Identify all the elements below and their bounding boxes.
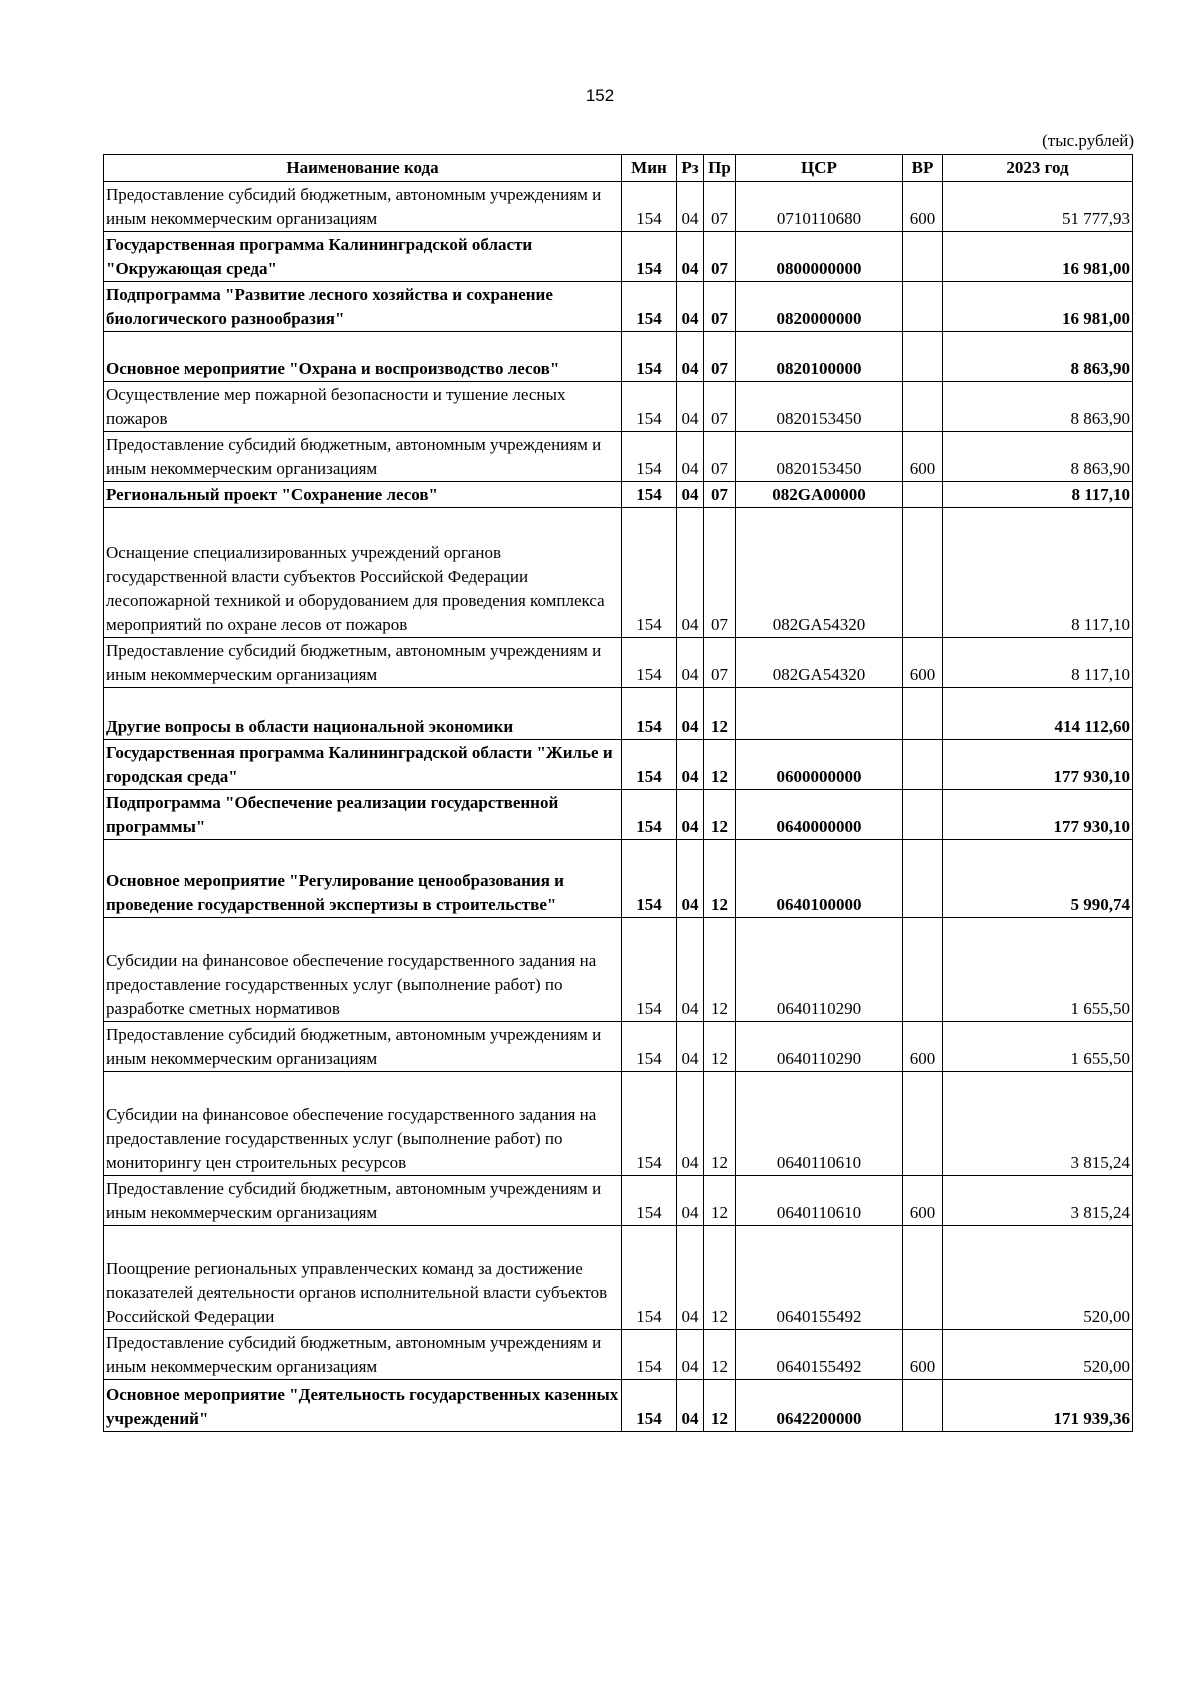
header-amount: 2023 год <box>943 155 1133 182</box>
cell-pr: 07 <box>704 282 736 332</box>
cell-rz: 04 <box>677 482 704 508</box>
cell-vr: 600 <box>903 432 943 482</box>
cell-vr <box>903 1226 943 1330</box>
table-row <box>104 432 1133 482</box>
cell-csr: 0820100000 <box>736 332 903 382</box>
cell-csr: 0642200000 <box>736 1380 903 1432</box>
cell-min: 154 <box>622 638 677 688</box>
table-header-row <box>104 155 1133 182</box>
cell-csr: 0640110610 <box>736 1176 903 1226</box>
cell-csr: 0640155492 <box>736 1330 903 1380</box>
cell-vr <box>903 740 943 790</box>
cell-vr: 600 <box>903 638 943 688</box>
cell-name: Основное мероприятие "Охрана и воспроизводство лесов" <box>104 332 622 382</box>
table-row <box>104 790 1133 840</box>
cell-min: 154 <box>622 1022 677 1072</box>
table-row <box>104 840 1133 918</box>
header-csr: ЦСР <box>736 155 903 182</box>
cell-rz: 04 <box>677 1022 704 1072</box>
table-row <box>104 740 1133 790</box>
cell-name: Региональный проект "Сохранение лесов" <box>104 482 622 508</box>
cell-name: Предоставление субсидий бюджетным, автономным учреждениям и иным некоммерческим организациям <box>104 432 622 482</box>
cell-min: 154 <box>622 1072 677 1176</box>
cell-csr: 082GA54320 <box>736 638 903 688</box>
cell-amount: 177 930,10 <box>943 790 1133 840</box>
cell-csr <box>736 688 903 740</box>
cell-amount: 1 655,50 <box>943 1022 1133 1072</box>
cell-csr: 0800000000 <box>736 232 903 282</box>
cell-vr <box>903 1072 943 1176</box>
cell-min: 154 <box>622 1380 677 1432</box>
cell-amount: 520,00 <box>943 1226 1133 1330</box>
table-row <box>104 482 1133 508</box>
table-row <box>104 382 1133 432</box>
cell-name: Субсидии на финансовое обеспечение государственного задания на предоставление государственных услуг (выполнение работ) по мониторингу цен строительных ресурсов <box>104 1072 622 1176</box>
cell-min: 154 <box>622 508 677 638</box>
cell-name: Подпрограмма "Обеспечение реализации государственной программы" <box>104 790 622 840</box>
cell-rz: 04 <box>677 638 704 688</box>
cell-min: 154 <box>622 840 677 918</box>
cell-rz: 04 <box>677 740 704 790</box>
cell-pr: 07 <box>704 482 736 508</box>
cell-vr <box>903 840 943 918</box>
cell-amount: 520,00 <box>943 1330 1133 1380</box>
cell-min: 154 <box>622 232 677 282</box>
cell-pr: 07 <box>704 232 736 282</box>
cell-min: 154 <box>622 740 677 790</box>
header-vr: ВР <box>903 155 943 182</box>
cell-amount: 414 112,60 <box>943 688 1133 740</box>
cell-amount: 8 863,90 <box>943 382 1133 432</box>
cell-vr <box>903 688 943 740</box>
cell-rz: 04 <box>677 1330 704 1380</box>
cell-amount: 177 930,10 <box>943 740 1133 790</box>
cell-vr <box>903 232 943 282</box>
cell-min: 154 <box>622 1176 677 1226</box>
table-row <box>104 1330 1133 1380</box>
cell-csr: 0640110290 <box>736 918 903 1022</box>
cell-rz: 04 <box>677 182 704 232</box>
cell-rz: 04 <box>677 382 704 432</box>
cell-pr: 12 <box>704 1176 736 1226</box>
cell-name: Предоставление субсидий бюджетным, автономным учреждениям и иным некоммерческим организациям <box>104 1330 622 1380</box>
cell-amount: 8 863,90 <box>943 332 1133 382</box>
cell-min: 154 <box>622 382 677 432</box>
table-row <box>104 508 1133 638</box>
cell-vr: 600 <box>903 1330 943 1380</box>
page-number: 152 <box>585 86 615 105</box>
cell-name: Осуществление мер пожарной безопасности и тушение лесных пожаров <box>104 382 622 432</box>
cell-vr: 600 <box>903 182 943 232</box>
cell-name: Оснащение специализированных учреждений органов государственной власти субъектов Российской Федерации лесопожарной техникой и оборудованием для проведения комплекса мероприятий по охране лесов от пожаров <box>104 508 622 638</box>
cell-min: 154 <box>622 432 677 482</box>
cell-csr: 0640100000 <box>736 840 903 918</box>
table-body <box>104 182 1133 1432</box>
cell-rz: 04 <box>677 282 704 332</box>
cell-csr: 0600000000 <box>736 740 903 790</box>
header-pr: Пр <box>704 155 736 182</box>
table-row <box>104 332 1133 382</box>
cell-amount: 16 981,00 <box>943 232 1133 282</box>
cell-csr: 082GA54320 <box>736 508 903 638</box>
cell-pr: 12 <box>704 1022 736 1072</box>
cell-pr: 07 <box>704 382 736 432</box>
cell-vr <box>903 918 943 1022</box>
cell-rz: 04 <box>677 1380 704 1432</box>
cell-amount: 1 655,50 <box>943 918 1133 1022</box>
cell-min: 154 <box>622 482 677 508</box>
cell-pr: 07 <box>704 638 736 688</box>
cell-pr: 12 <box>704 740 736 790</box>
cell-vr <box>903 332 943 382</box>
cell-pr: 12 <box>704 1226 736 1330</box>
cell-amount: 16 981,00 <box>943 282 1133 332</box>
table-row <box>104 282 1133 332</box>
table-row <box>104 918 1133 1022</box>
cell-min: 154 <box>622 182 677 232</box>
cell-name: Предоставление субсидий бюджетным, автономным учреждениям и иным некоммерческим организациям <box>104 182 622 232</box>
header-name: Наименование кода <box>104 155 622 182</box>
cell-min: 154 <box>622 1226 677 1330</box>
cell-amount: 3 815,24 <box>943 1176 1133 1226</box>
header-rz: Рз <box>677 155 704 182</box>
cell-min: 154 <box>622 918 677 1022</box>
table-row <box>104 1072 1133 1176</box>
cell-vr <box>903 1380 943 1432</box>
cell-amount: 51 777,93 <box>943 182 1133 232</box>
cell-pr: 12 <box>704 688 736 740</box>
table-row <box>104 1022 1133 1072</box>
cell-csr: 0640000000 <box>736 790 903 840</box>
cell-pr: 07 <box>704 508 736 638</box>
cell-rz: 04 <box>677 432 704 482</box>
cell-pr: 12 <box>704 790 736 840</box>
cell-csr: 0640110290 <box>736 1022 903 1072</box>
cell-name: Предоставление субсидий бюджетным, автономным учреждениям и иным некоммерческим организациям <box>104 1022 622 1072</box>
cell-amount: 171 939,36 <box>943 1380 1133 1432</box>
table-row <box>104 1226 1133 1330</box>
cell-pr: 12 <box>704 918 736 1022</box>
cell-rz: 04 <box>677 1226 704 1330</box>
cell-name: Государственная программа Калининградской области "Жилье и городская среда" <box>104 740 622 790</box>
cell-csr: 0820153450 <box>736 432 903 482</box>
cell-amount: 5 990,74 <box>943 840 1133 918</box>
cell-name: Субсидии на финансовое обеспечение государственного задания на предоставление государственных услуг (выполнение работ) по разработке сметных нормативов <box>104 918 622 1022</box>
header-min: Мин <box>622 155 677 182</box>
table-row <box>104 182 1133 232</box>
cell-name: Предоставление субсидий бюджетным, автономным учреждениям и иным некоммерческим организациям <box>104 1176 622 1226</box>
cell-amount: 8 117,10 <box>943 638 1133 688</box>
cell-rz: 04 <box>677 1072 704 1176</box>
cell-vr: 600 <box>903 1176 943 1226</box>
cell-rz: 04 <box>677 232 704 282</box>
cell-vr <box>903 790 943 840</box>
table-row <box>104 1176 1133 1226</box>
cell-rz: 04 <box>677 508 704 638</box>
table-row <box>104 1380 1133 1432</box>
cell-pr: 12 <box>704 1380 736 1432</box>
cell-csr: 0820000000 <box>736 282 903 332</box>
cell-pr: 07 <box>704 332 736 382</box>
cell-vr: 600 <box>903 1022 943 1072</box>
cell-pr: 12 <box>704 1072 736 1176</box>
cell-name: Подпрограмма "Развитие лесного хозяйства и сохранение биологического разнообразия" <box>104 282 622 332</box>
cell-csr: 0710110680 <box>736 182 903 232</box>
cell-amount: 8 863,90 <box>943 432 1133 482</box>
cell-rz: 04 <box>677 688 704 740</box>
cell-amount: 8 117,10 <box>943 482 1133 508</box>
cell-name: Другие вопросы в области национальной экономики <box>104 688 622 740</box>
table-row <box>104 688 1133 740</box>
table-row <box>104 638 1133 688</box>
units-label: (тыс.рублей) <box>1042 131 1134 150</box>
cell-rz: 04 <box>677 918 704 1022</box>
cell-amount: 3 815,24 <box>943 1072 1133 1176</box>
cell-rz: 04 <box>677 840 704 918</box>
cell-vr <box>903 282 943 332</box>
cell-csr: 0820153450 <box>736 382 903 432</box>
cell-min: 154 <box>622 688 677 740</box>
table-row <box>104 232 1133 282</box>
cell-csr: 082GA00000 <box>736 482 903 508</box>
cell-pr: 07 <box>704 432 736 482</box>
cell-min: 154 <box>622 790 677 840</box>
cell-amount: 8 117,10 <box>943 508 1133 638</box>
cell-min: 154 <box>622 332 677 382</box>
cell-vr <box>903 382 943 432</box>
cell-pr: 07 <box>704 182 736 232</box>
cell-name: Государственная программа Калининградской области "Окружающая среда" <box>104 232 622 282</box>
cell-name: Поощрение региональных управленческих команд за достижение показателей деятельности органов исполнительной власти субъектов Российской Федерации <box>104 1226 622 1330</box>
cell-pr: 12 <box>704 840 736 918</box>
cell-rz: 04 <box>677 790 704 840</box>
cell-csr: 0640110610 <box>736 1072 903 1176</box>
cell-rz: 04 <box>677 1176 704 1226</box>
cell-min: 154 <box>622 1330 677 1380</box>
cell-vr <box>903 482 943 508</box>
cell-name: Основное мероприятие "Регулирование ценообразования и проведение государственной экспертизы в строительстве" <box>104 840 622 918</box>
cell-rz: 04 <box>677 332 704 382</box>
cell-min: 154 <box>622 282 677 332</box>
cell-vr <box>903 508 943 638</box>
cell-name: Предоставление субсидий бюджетным, автономным учреждениям и иным некоммерческим организациям <box>104 638 622 688</box>
cell-csr: 0640155492 <box>736 1226 903 1330</box>
cell-pr: 12 <box>704 1330 736 1380</box>
cell-name: Основное мероприятие "Деятельность государственных казенных учреждений" <box>104 1380 622 1432</box>
budget-table <box>103 154 1133 1432</box>
